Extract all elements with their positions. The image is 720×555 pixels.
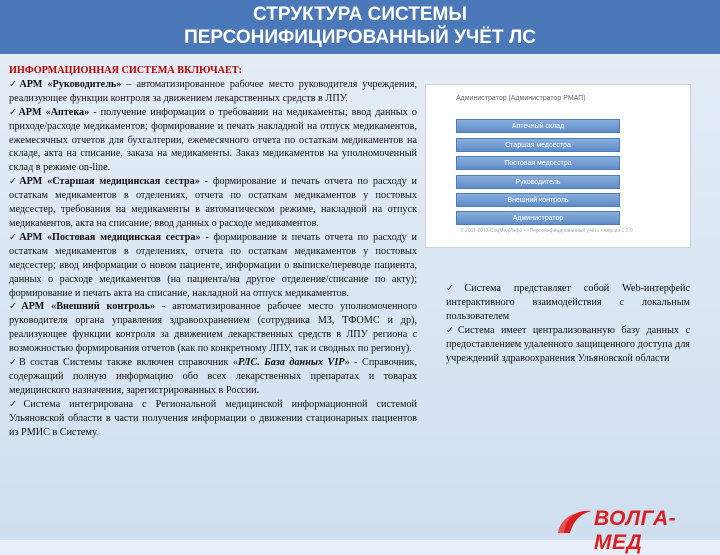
item-text: - формирование и печать отчета по расходу и остаткам медикаментов в отделениях, отчета по остаткам медикаментов у постовых медсестер, требования на медикаменты в автоматическом режиме, накладной на отпуск медикаментов, акта на списание; ввод данных о расходе медикаментов. bbox=[9, 176, 418, 229]
item-text: - формирование и печать отчета по расходу и остаткам медикаментов в отделениях, отчета по остаткам медикаментов у постовых медсестер; ввод информации о новом пациенте, информации о выписке/переводе пациента, данных о расходе медикаментов (на пациента/на другое отделение/списание по акту); формирование и печать акта на списание, накладной на отпуск медикаментов. bbox=[9, 231, 417, 299]
list-item bbox=[9, 106, 417, 176]
item-title: АРМ «Аптека» bbox=[18, 106, 90, 118]
check-icon: ✓ bbox=[9, 78, 20, 90]
role-button-admin[interactable]: Администратор bbox=[456, 211, 620, 225]
item-title: АРМ «Руководитель» bbox=[19, 78, 122, 90]
check-icon: ✓ bbox=[9, 231, 20, 243]
item-text: Система интегрирована с Региональной медицинской информационной системой Ульяновской области в части получения информации о движении стационарных пациентов из РМИС в Систему. bbox=[9, 398, 417, 438]
page-title bbox=[0, 3, 720, 49]
check-icon: ✓ bbox=[9, 398, 24, 410]
item-text: Система имеет централизованную базу данных с предоставлением удаленного защищенного доступа для учреждений здравоохранения Ульяновской области bbox=[446, 324, 690, 364]
logo-text: ВОЛГА-МЕД bbox=[594, 507, 677, 554]
role-button-manager[interactable]: Руководитель bbox=[456, 175, 620, 189]
list-item bbox=[9, 175, 417, 231]
item-title: РЛС. База данных VIP bbox=[238, 357, 345, 369]
check-icon: ✓ bbox=[446, 283, 465, 294]
role-button-external-control[interactable]: Внешний контроль bbox=[456, 193, 620, 207]
list-item bbox=[9, 356, 417, 398]
left-text-column bbox=[9, 64, 417, 439]
list-item bbox=[446, 324, 690, 366]
app-screenshot bbox=[425, 84, 691, 248]
check-icon: ✓ bbox=[9, 301, 22, 313]
list-item bbox=[9, 78, 417, 106]
app-screenshot-footer: © 2011-2013 СоцМедИнфо • «Персонифицированный учёт» • версия 1.2.0 bbox=[460, 228, 633, 234]
role-button-head-nurse[interactable]: Старшая медсестра bbox=[456, 138, 620, 152]
right-text-column bbox=[446, 282, 690, 365]
item-text: Система представляет собой Web-интерфейс интерактивного взаимодействия с локальным пользователем bbox=[446, 283, 690, 322]
check-icon: ✓ bbox=[9, 106, 19, 118]
item-title: АРМ «Старшая медицинская сестра» bbox=[19, 176, 200, 188]
list-item bbox=[9, 231, 417, 301]
section-heading: ИНФОРМАЦИОННАЯ СИСТЕМА ВКЛЮЧАЕТ: bbox=[9, 65, 242, 76]
title-line-1: СТРУКТУРА СИСТЕМЫ bbox=[253, 4, 467, 25]
check-icon: ✓ bbox=[9, 176, 20, 188]
app-screenshot-title: Администратор (Администратор РМАП) bbox=[456, 95, 586, 102]
volga-med-logo bbox=[556, 503, 718, 554]
role-button-pharmacy[interactable]: Аптечный склад bbox=[456, 119, 620, 133]
check-icon: ✓ bbox=[9, 357, 19, 369]
check-icon: ✓ bbox=[446, 324, 458, 336]
item-text: В состав Системы также включен справочник « bbox=[18, 357, 238, 369]
list-item bbox=[9, 300, 417, 356]
list-item bbox=[446, 282, 690, 324]
title-line-2: ПЕРСОНИФИЦИРОВАННЫЙ УЧЁТ ЛС bbox=[184, 27, 536, 48]
list-item bbox=[9, 398, 417, 440]
logo-swoosh-icon bbox=[556, 503, 596, 537]
item-text: » - Справочник, содержащий полную информацию обо всех лекарственных препаратах и товарах медицинского назначения, зарегистрированных в России. bbox=[9, 357, 417, 396]
item-title: АРМ «Внешний контроль» bbox=[21, 301, 156, 313]
item-text: – автоматизированное рабочее место руководителя учреждения, реализующее функции контроля за движением лекарственных средств в ЛПУ. bbox=[9, 78, 417, 104]
role-button-ward-nurse[interactable]: Постовая медсестра bbox=[456, 156, 620, 170]
item-title: АРМ «Постовая медицинская сестра» bbox=[19, 231, 201, 243]
header-bar bbox=[0, 0, 720, 54]
item-text: - получение информации о требовании на медикаменты; ввод данных о приходе/расходе медикаментов; формирование и печать накладной на отпуск медикаментов, ежемесячных отчетов для бухгалтерии, ежемесячного отчета по остаткам медикаментов на складе, акта на списание, заказа на медикаменты. Заказ медикаментов на уполномоченный склад в режиме on-line. bbox=[9, 106, 417, 174]
item-text: - автоматизированное рабочее место уполномоченного руководителя органа управления здравоохранением (сотрудника МЗ, ТФОМС и др), реализующее функции контроля за движением лекарственных средств в ЛПУ региона с возможностью формирования отчетов (как по конкретному ЛПУ, так и сводных по региону). bbox=[9, 301, 417, 355]
